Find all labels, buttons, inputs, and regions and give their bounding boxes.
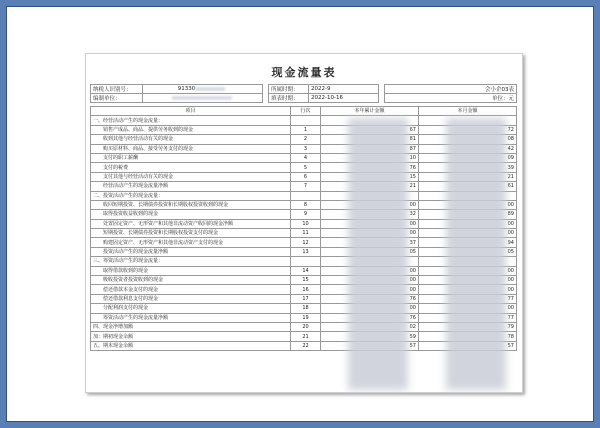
org-label: 编制单位： (91, 94, 143, 103)
row-line: 15 (291, 276, 321, 285)
row-month: 08 (419, 135, 517, 144)
row-ytd: 76 (321, 294, 419, 303)
row-line: 19 (291, 313, 321, 322)
org-value (143, 94, 263, 103)
row-item: 销售产成品、商品、提供劳务收到的现金 (91, 125, 291, 134)
page-title: 现金流量表 (271, 66, 337, 79)
row-line: 1 (291, 125, 321, 134)
row-ytd: 21 (321, 182, 419, 191)
row-line (291, 116, 321, 125)
row-month: 57 (419, 341, 517, 350)
row-month: 00 (419, 304, 517, 313)
row-item: 四、现金净增加额 (91, 322, 291, 331)
row-ytd: 76 (321, 313, 419, 322)
row-item: 三、筹资活动产生的现金流量： (91, 257, 291, 266)
row-line: 5 (291, 163, 321, 172)
taxpayer-id-label: 纳税人识别号： (91, 85, 143, 94)
row-month: 05 (419, 247, 517, 256)
row-ytd: 02 (321, 322, 419, 331)
row-line: 14 (291, 266, 321, 275)
row-month: 79 (419, 322, 517, 331)
row-line: 13 (291, 247, 321, 256)
row-line: 17 (291, 294, 321, 303)
row-month: 00 (419, 285, 517, 294)
redaction-ytd (348, 118, 408, 390)
row-line: 12 (291, 238, 321, 247)
header-ytd: 本年累计金额 (321, 107, 419, 116)
row-line: 9 (291, 210, 321, 219)
row-month: 77 (419, 313, 517, 322)
row-month: 42 (419, 144, 517, 153)
header-month: 本月金额 (419, 107, 517, 116)
row-line (291, 191, 321, 200)
form-code: 会小企03表 (385, 85, 517, 94)
row-ytd: 57 (321, 341, 419, 350)
row-month: 00 (419, 229, 517, 238)
row-ytd: 05 (321, 247, 419, 256)
redacted-mark (195, 87, 225, 91)
row-item: 经营活动产生的现金流量净额 (91, 182, 291, 191)
row-item: 五、期末现金余额 (91, 341, 291, 350)
row-item: 偿还借款利息支付的现金 (91, 294, 291, 303)
row-ytd: 00 (321, 229, 419, 238)
row-item: 购建固定资产、无形资产和其他非流动资产支付的现金 (91, 238, 291, 247)
row-ytd: 37 (321, 238, 419, 247)
taxpayer-id-value: 91330 (143, 85, 263, 94)
row-item: 支付的税费 (91, 163, 291, 172)
row-item: 购买原材料、商品、接受劳务支付的现金 (91, 144, 291, 153)
row-line: 10 (291, 219, 321, 228)
row-line: 22 (291, 341, 321, 350)
row-month: 78 (419, 332, 517, 341)
header-item: 项目 (91, 107, 291, 116)
row-item: 取得投资收益收到的现金 (91, 210, 291, 219)
row-line: 18 (291, 304, 321, 313)
header-info-table (90, 84, 517, 103)
row-line (291, 257, 321, 266)
row-item: 收到其他与经营活动有关的现金 (91, 135, 291, 144)
row-ytd: 00 (321, 304, 419, 313)
row-item: 加：期初现金余额 (91, 332, 291, 341)
row-item: 分配利润支付的现金 (91, 304, 291, 313)
row-ytd: 00 (321, 219, 419, 228)
fill-date-value: 2022-10-16 (309, 94, 379, 103)
period-label: 所属时期： (269, 85, 309, 94)
row-line: 3 (291, 144, 321, 153)
period-value: 2022-9 (309, 85, 379, 94)
row-line: 8 (291, 200, 321, 209)
row-ytd: 00 (321, 285, 419, 294)
row-line: 16 (291, 285, 321, 294)
row-line: 2 (291, 135, 321, 144)
row-month: 39 (419, 163, 517, 172)
row-item: 吸收投资者投资收到的现金 (91, 276, 291, 285)
row-month: 72 (419, 125, 517, 134)
document-page (85, 53, 523, 393)
row-line: 11 (291, 229, 321, 238)
row-item: 处置固定资产、无形资产和其他非流动资产收回的现金净额 (91, 219, 291, 228)
row-item: 二、投资活动产生的现金流量： (91, 191, 291, 200)
row-line: 21 (291, 332, 321, 341)
row-month: 77 (419, 294, 517, 303)
redaction-month (446, 118, 506, 390)
info-row-2 (91, 94, 517, 103)
row-ytd: 15 (321, 172, 419, 181)
header-line: 行次 (291, 107, 321, 116)
row-month: 61 (419, 182, 517, 191)
redacted-mark (172, 96, 232, 100)
row-ytd: 00 (321, 200, 419, 209)
row-item: 筹资活动产生的现金流量净额 (91, 313, 291, 322)
info-row-1 (91, 85, 517, 94)
row-month: 89 (419, 210, 517, 219)
row-month: 21 (419, 172, 517, 181)
unit-label: 单位：元 (385, 94, 517, 103)
table-header-row (91, 107, 517, 116)
row-ytd: 00 (321, 276, 419, 285)
row-item: 取得借款收到的现金 (91, 266, 291, 275)
row-item: 收回短期投资、长期债券投资和长期股权投资收到的现金 (91, 200, 291, 209)
fill-date-label: 填表时期： (269, 94, 309, 103)
row-item: 短期投资、长期债券投资和长期股权投资支付的现金 (91, 229, 291, 238)
row-month: 09 (419, 153, 517, 162)
row-ytd: 10 (321, 153, 419, 162)
row-month: 00 (419, 219, 517, 228)
row-item: 投资活动产生的现金流量净额 (91, 247, 291, 256)
row-ytd: 76 (321, 163, 419, 172)
row-month: 94 (419, 238, 517, 247)
row-ytd: 32 (321, 210, 419, 219)
row-ytd: 00 (321, 266, 419, 275)
row-ytd: 59 (321, 332, 419, 341)
row-month: 00 (419, 276, 517, 285)
row-item: 支付其他与经营活动有关的现金 (91, 172, 291, 181)
viewer-frame (6, 6, 594, 422)
row-line: 6 (291, 172, 321, 181)
row-ytd: 81 (321, 135, 419, 144)
row-month: 00 (419, 266, 517, 275)
row-line: 4 (291, 153, 321, 162)
row-item: 支付的职工薪酬 (91, 153, 291, 162)
row-item: 偿还借款本金支付的现金 (91, 285, 291, 294)
row-line: 20 (291, 322, 321, 331)
row-ytd: 67 (321, 125, 419, 134)
row-month: 00 (419, 200, 517, 209)
row-line: 7 (291, 182, 321, 191)
row-ytd: 87 (321, 144, 419, 153)
row-item: 一、经营活动产生的现金流量： (91, 116, 291, 125)
